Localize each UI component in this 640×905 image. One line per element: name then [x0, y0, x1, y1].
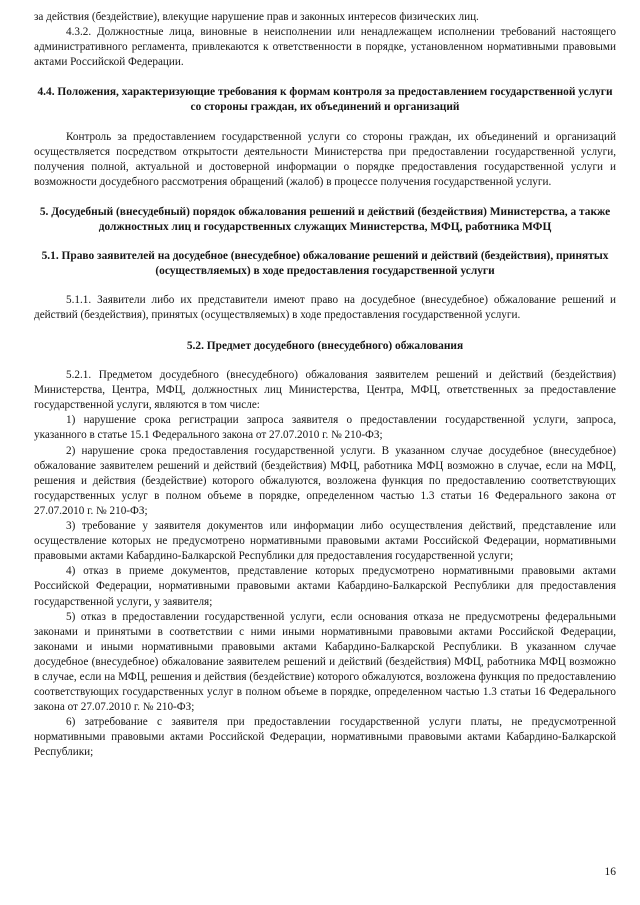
heading-5-2: 5.2. Предмет досудебного (внесудебного) обжалования: [186, 339, 464, 352]
paragraph-5-2-1: 5.2.1. Предметом досудебного (внесудебного) обжалования заявителем решений и действий (бездействия) Министерства, Центра, МФЦ, должностных лиц Министерства, Центра, МФЦ, ответственных за предоставление государственной услуги, являются в том числе:: [34, 369, 616, 412]
heading-5-1: 5.1. Право заявителей на досудебное (внесудебное) обжалование решений и действий (бездействия), принятых (осуществляемых) в ходе предоставления государственной услуги: [41, 250, 609, 277]
list-item: 4) отказ в приеме документов, представление которых предусмотрено нормативными правовыми актами Российской Федерации, нормативными правовыми актами Кабардино-Балкарской Республики для предоставления государственной услуги, у заявителя;: [34, 565, 616, 608]
paragraph-4-3-2: 4.3.2. Должностные лица, виновные в неисполнении или ненадлежащем исполнении требований настоящего административного регламента, привлекаются к ответственности в порядке, установленном нормативными правовыми актами Российской Федерации.: [34, 26, 616, 69]
list-item: 6) затребование с заявителя при предоставлении государственной услуги платы, не предусмотренной нормативными правовыми актами Российской Федерации, нормативными правовыми актами Кабардино-Балкарской Республики;: [34, 716, 616, 759]
paragraph-top: за действия (бездействие), влекущие нарушение прав и законных интересов физических лиц.: [34, 11, 479, 23]
list-item: 1) нарушение срока регистрации запроса заявителя о предоставлении государственной услуги, запроса, указанного в статье 15.1 Федерального закона от 27.07.2010 г. № 210-ФЗ;: [34, 414, 616, 442]
page-number: 16: [604, 866, 616, 878]
list-item: 2) нарушение срока предоставления государственной услуги. В указанном случае досудебное (внесудебное) обжалование заявителем решений и действий (бездействия) МФЦ, работника МФЦ возможно в случае, если на МФЦ, решения и действия (бездействие) которого обжалуются, возложена функция по предоставлению соответствующих государственных услуг в полном объеме в порядке, определенном частью 1.3 статьи 16 Федерального закона от 27.07.2010 г. № 210-ФЗ;: [34, 444, 616, 517]
heading-4-4: 4.4. Положения, характеризующие требования к формам контроля за предоставлением государственной услуги со стороны граждан, их объединений и организаций: [37, 86, 613, 113]
list-item: 3) требование у заявителя документов или информации либо осуществления действий, представление или осуществление которых не предусмотрено нормативными правовыми актами Российской Федерации, нормативными правовыми актами Кабардино-Балкарской Республики для предоставления государственной услуги;: [34, 520, 616, 563]
paragraph-5-1-1: 5.1.1. Заявители либо их представители имеют право на досудебное (внесудебное) обжалование решений и действий (бездействия), принятых (осуществляемых) в ходе предоставления государственной услуги.: [34, 294, 616, 322]
paragraph-control: Контроль за предоставлением государственной услуги со стороны граждан, их объединений и организаций осуществляется посредством открытости деятельности Министерства при предоставлении государственной услуги, получения полной, актуальной и достоверной информации о порядке предоставления государственной услуги и возможности досудебного рассмотрения обращений (жалоб) в процессе получения государственной услуги.: [34, 130, 616, 188]
heading-5: 5. Досудебный (внесудебный) порядок обжалования решений и действий (бездействия) Министерства, а также должностных лиц и государственных служащих Министерства, МФЦ, работника МФЦ: [39, 205, 611, 233]
list-item: 5) отказ в предоставлении государственной услуги, если основания отказа не предусмотрены федеральными законами и принятыми в соответствии с ними иными нормативными правовыми актами Российской Федерации, законами и иными нормативными правовыми актами Кабардино-Балкарской Республики. В указанном случае досудебное (внесудебное) обжалование заявителем решений и действий (бездействия) МФЦ, работника МФЦ возможно в случае, если на МФЦ, решения и действия (бездействие) которого обжалуются, возложена функция по предоставлению соответствующих государственных услуг в полном объеме в порядке, определенном частью 1.3 статьи 16 Федерального закона от 27.07.2010 г. № 210-ФЗ;: [34, 610, 616, 714]
